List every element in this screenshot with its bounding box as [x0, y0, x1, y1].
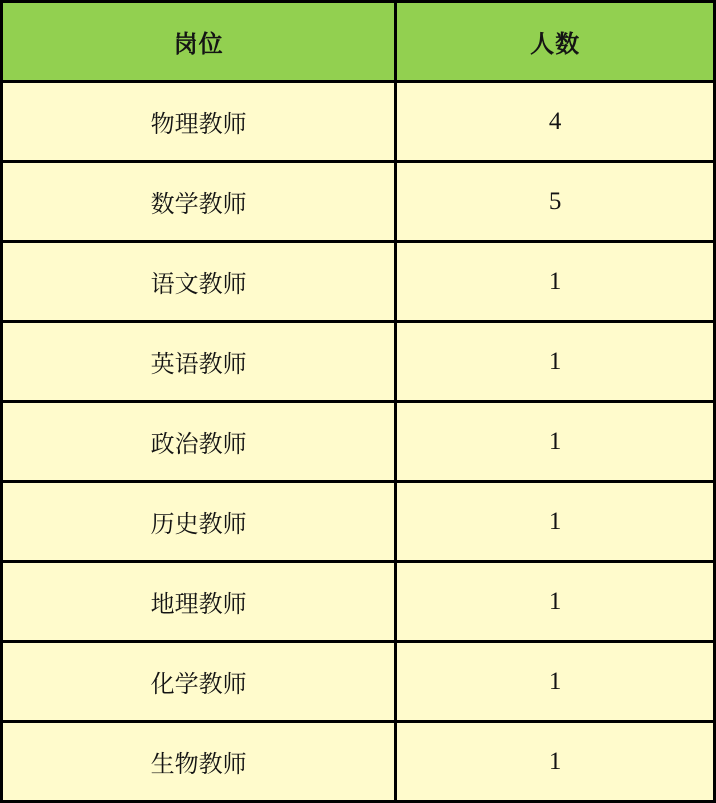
position-cell: 地理教师 — [2, 562, 396, 642]
table-row — [2, 642, 715, 722]
table-row — [2, 242, 715, 322]
count-cell: 1 — [396, 242, 715, 322]
count-cell: 1 — [396, 722, 715, 802]
position-cell: 英语教师 — [2, 322, 396, 402]
count-cell: 4 — [396, 82, 715, 162]
position-cell: 语文教师 — [2, 242, 396, 322]
table-row — [2, 162, 715, 242]
position-cell: 生物教师 — [2, 722, 396, 802]
count-cell: 5 — [396, 162, 715, 242]
position-cell: 历史教师 — [2, 482, 396, 562]
count-cell: 1 — [396, 482, 715, 562]
table-row — [2, 562, 715, 642]
count-cell: 1 — [396, 322, 715, 402]
count-cell: 1 — [396, 642, 715, 722]
table-row — [2, 722, 715, 802]
position-cell: 政治教师 — [2, 402, 396, 482]
table-body — [2, 82, 715, 802]
count-cell: 1 — [396, 562, 715, 642]
position-cell: 化学教师 — [2, 642, 396, 722]
count-cell: 1 — [396, 402, 715, 482]
table-row — [2, 322, 715, 402]
table-row — [2, 82, 715, 162]
position-cell: 数学教师 — [2, 162, 396, 242]
header-row — [2, 2, 715, 82]
position-column-header: 岗位 — [2, 2, 396, 82]
position-cell: 物理教师 — [2, 82, 396, 162]
count-column-header: 人数 — [396, 2, 715, 82]
table-row — [2, 402, 715, 482]
table-header — [2, 2, 715, 82]
table-row — [2, 482, 715, 562]
